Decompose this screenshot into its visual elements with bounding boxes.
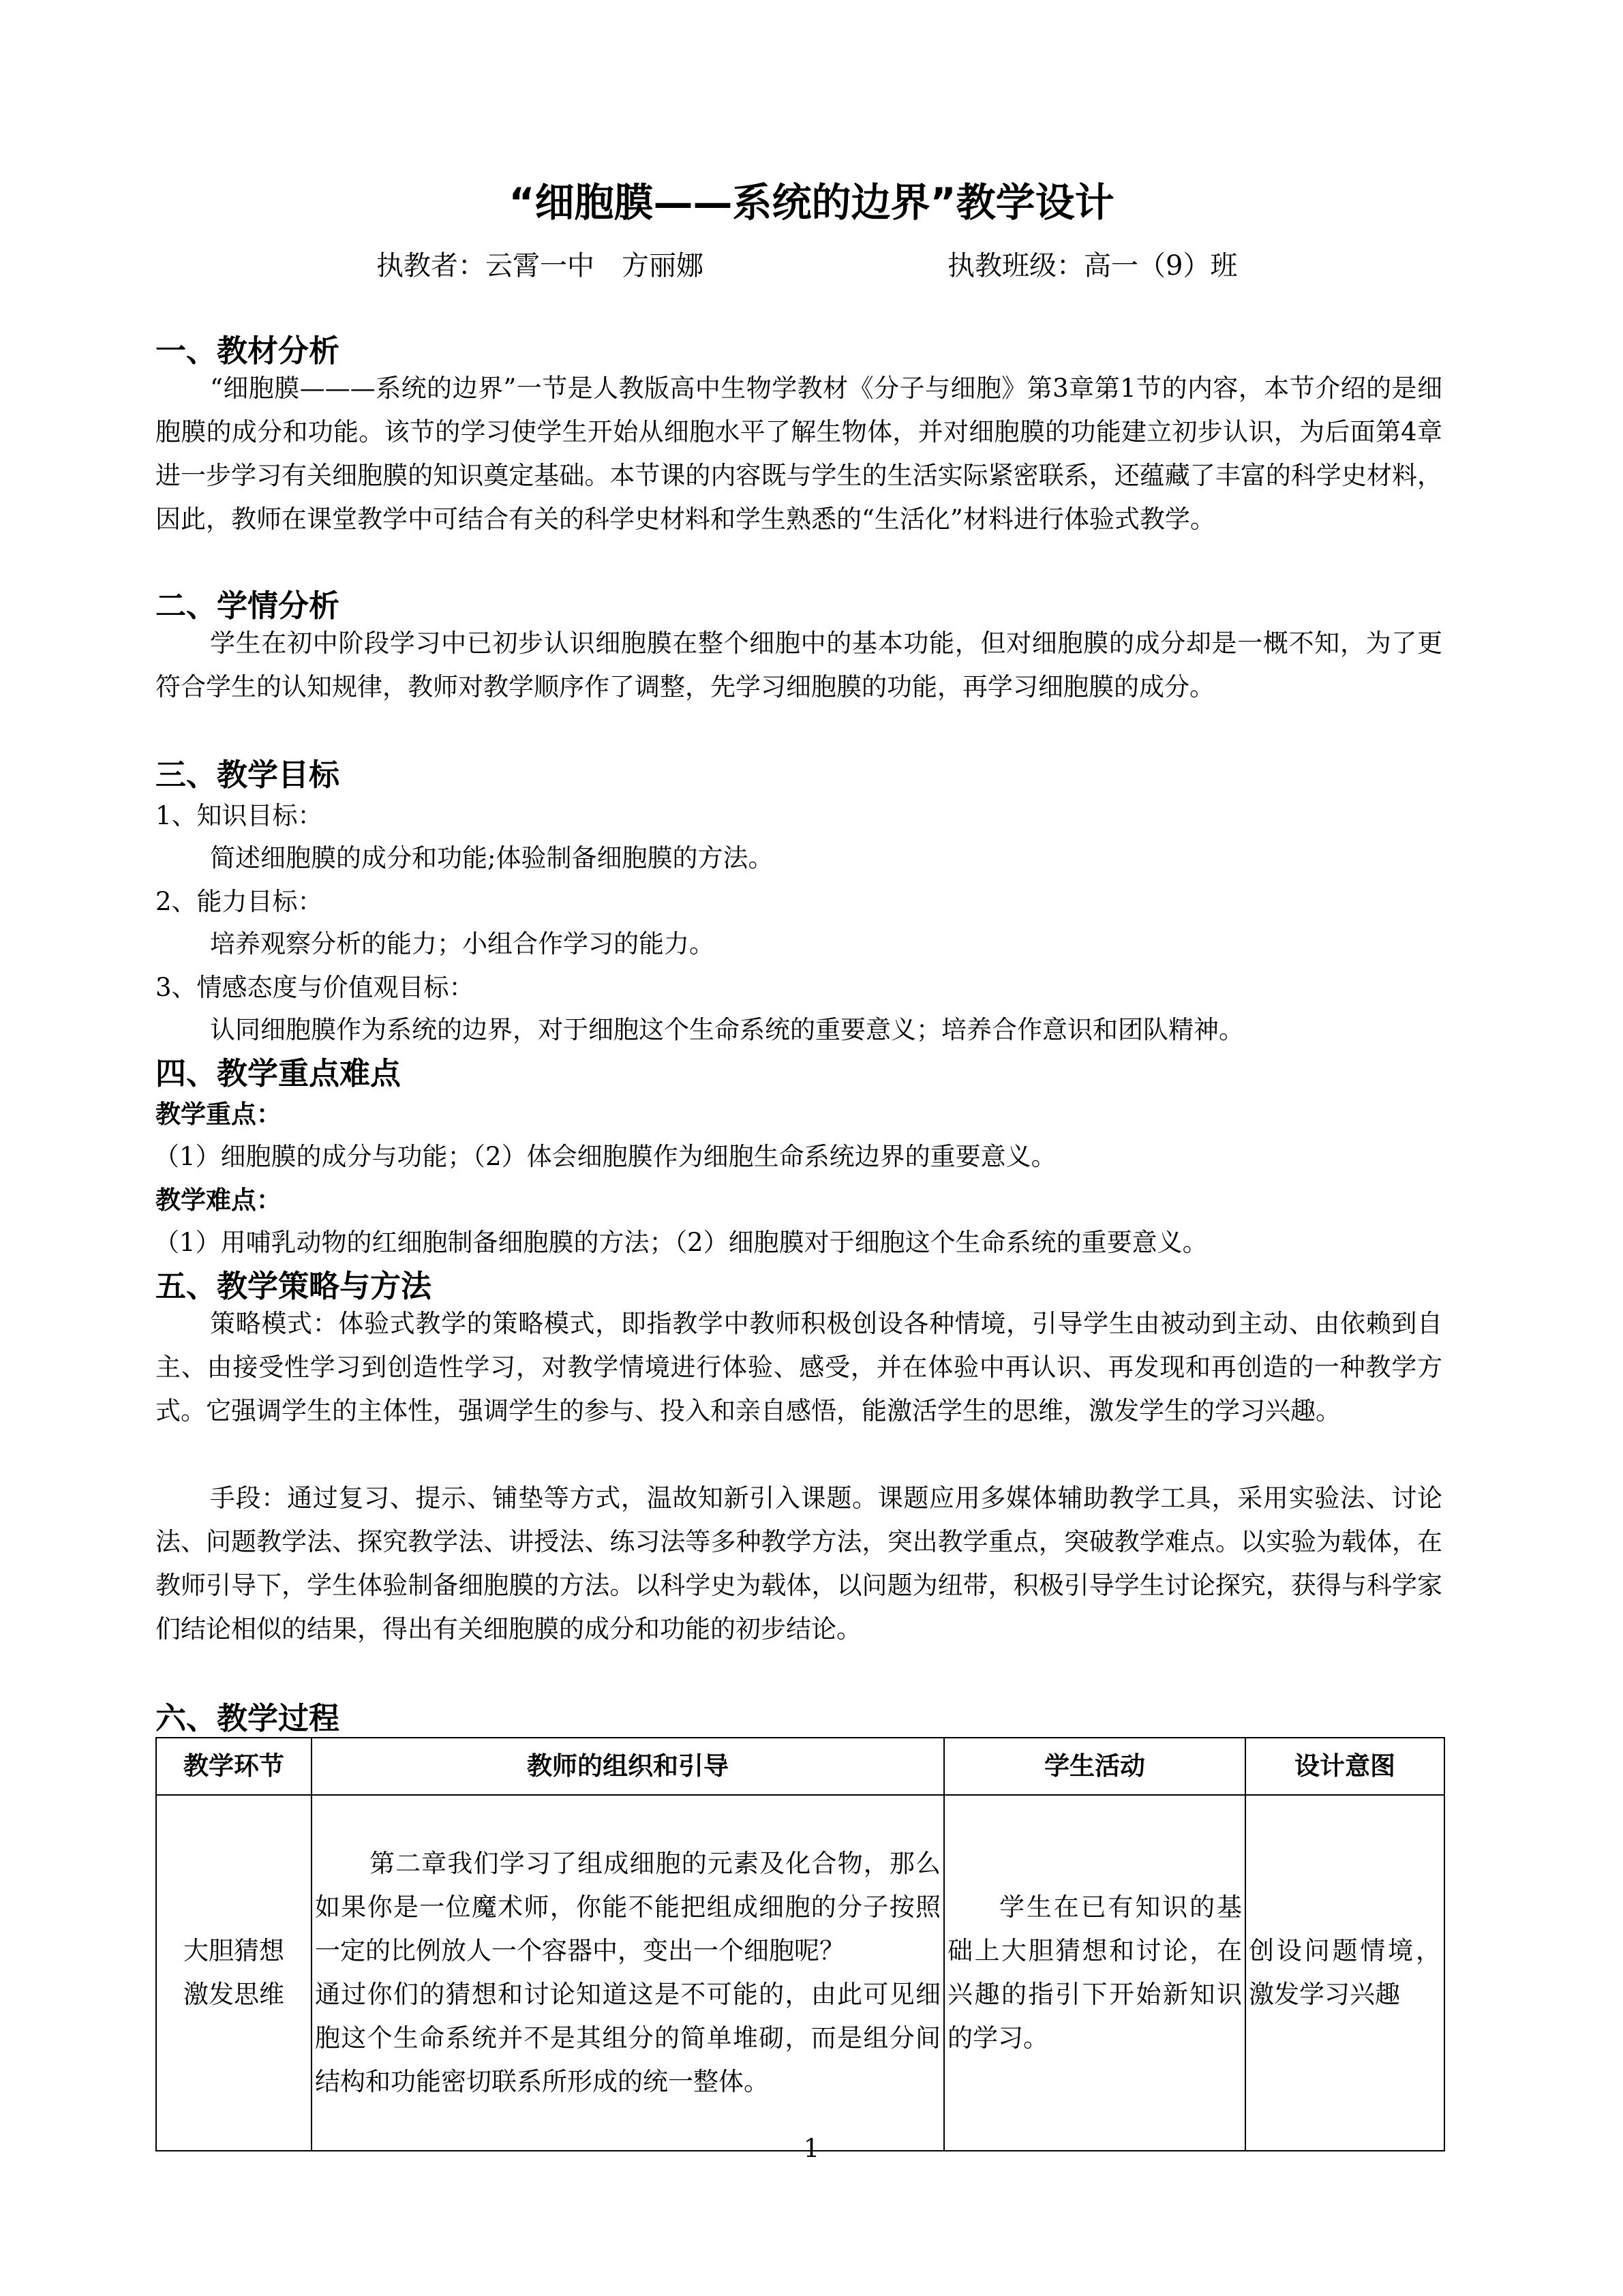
header-student-activity: 学生活动	[944, 1738, 1245, 1795]
section-heading-strategy: 五、教学策略与方法	[155, 1268, 432, 1304]
goal-knowledge-text: 简述细胞膜的成分和功能;体验制备细胞膜的方法。	[210, 843, 774, 873]
key-points-text: （1）细胞膜的成分与功能；（2）体会细胞膜作为细胞生命系统边界的重要意义。	[154, 1142, 1057, 1171]
goal-knowledge-label: 1、知识目标：	[155, 801, 323, 830]
key-points-label: 教学重点：	[155, 1100, 282, 1129]
stage-line-2: 激发思维	[183, 1980, 284, 2009]
design-intent-text: 创设问题情境，激发学习兴趣	[1249, 1936, 1441, 2009]
teacher-guidance-paragraph-1: 第二章我们学习了组成细胞的元素及化合物，那么如果你是一位魔术师，你能不能把组成细胞的分子按照一定的比例放人一个容器中，变出一个细胞呢？	[315, 1849, 941, 1965]
section-heading-textbook-analysis: 一、教材分析	[155, 333, 340, 369]
goal-attitude-label: 3、情感态度与价值观目标：	[155, 973, 474, 1002]
cell-stage	[156, 1795, 312, 2151]
page-number: 1	[803, 2134, 820, 2163]
teacher-byline: 执教者：云霄一中 方丽娜	[376, 250, 703, 282]
teaching-process-table	[155, 1737, 1445, 2151]
header-stage: 教学环节	[156, 1738, 312, 1795]
difficult-points-text: （1）用哺乳动物的红细胞制备细胞膜的方法；（2）细胞膜对于细胞这个生命系统的重要意义。	[154, 1228, 1208, 1257]
cell-teacher-guidance	[312, 1795, 944, 2151]
section-heading-student-analysis: 二、学情分析	[155, 588, 340, 624]
student-analysis-paragraph: 学生在初中阶段学习中已初步认识细胞膜在整个细胞中的基本功能，但对细胞膜的成分却是一概不知，为了更符合学生的认知规律，教师对教学顺序作了调整，先学习细胞膜的功能，再学习细胞膜的成分。	[155, 629, 1442, 701]
cell-student-activity	[944, 1795, 1245, 2151]
goal-attitude-text: 认同细胞膜作为系统的边界，对于细胞这个生命系统的重要意义；培养合作意识和团队精神。	[210, 1015, 1244, 1044]
cell-design-intent	[1245, 1795, 1444, 2151]
student-activity-text: 学生在已有知识的基础上大胆猜想和讨论，在兴趣的指引下开始新知识的学习。	[947, 1892, 1242, 2053]
goal-ability-label: 2、能力目标：	[155, 887, 323, 916]
header-design-intent: 设计意图	[1245, 1738, 1444, 1795]
table-row	[156, 1795, 1444, 2151]
header-teacher-guidance: 教师的组织和引导	[312, 1738, 944, 1795]
textbook-analysis-paragraph: “细胞膜———系统的边界”一节是人教版高中生物学教材《分子与细胞》第3章第1节的内容，本节介绍的是细胞膜的成分和功能。该节的学习使学生开始从细胞水平了解生物体，并对细胞膜的功能建立初步认识，为后面第4章进一步学习有关细胞膜的知识奠定基础。本节课的内容既与学生的生活实际紧密联系，还蕴藏了丰富的科学史材料，因此，教师在课堂教学中可结合有关的科学史材料和学生熟悉的“生活化”材料进行体验式教学。	[155, 374, 1442, 534]
document-title: “细胞膜——系统的边界”教学设计	[509, 179, 1114, 226]
stage-line-1: 大胆猜想	[183, 1936, 284, 1965]
section-heading-teaching-goals: 三、教学目标	[155, 757, 340, 793]
teacher-guidance-paragraph-2: 通过你们的猜想和讨论知道这是不可能的，由此可见细胞这个生命系统并不是其组分的简单堆砌，而是组分间结构和功能密切联系所形成的统一整体。	[315, 1980, 941, 2096]
class-byline: 执教班级：高一（9）班	[947, 250, 1238, 282]
table-header-row	[156, 1738, 1444, 1795]
difficult-points-label: 教学难点：	[155, 1185, 282, 1215]
section-heading-teaching-process: 六、教学过程	[155, 1700, 340, 1736]
section-heading-key-points: 四、教学重点难点	[155, 1055, 401, 1091]
goal-ability-text: 培养观察分析的能力；小组合作学习的能力。	[210, 929, 714, 958]
methods-paragraph: 手段：通过复习、提示、铺垫等方式，温故知新引入课题。课题应用多媒体辅助教学工具，采用实验法、讨论法、问题教学法、探究教学法、讲授法、练习法等多种教学方法，突出教学重点，突破教学难点。以实验为载体，在教师引导下，学生体验制备细胞膜的方法。以科学史为载体，以问题为纽带，积极引导学生讨论探究，获得与科学家们结论相似的结果，得出有关细胞膜的成分和功能的初步结论。	[155, 1483, 1442, 1644]
strategy-paragraph: 策略模式：体验式教学的策略模式，即指教学中教师积极创设各种情境，引导学生由被动到主动、由依赖到自主、由接受性学习到创造性学习，对教学情境进行体验、感受，并在体验中再认识、再发现和再创造的一种教学方式。它强调学生的主体性，强调学生的参与、投入和亲自感悟，能激活学生的思维，激发学生的学习兴趣。	[155, 1309, 1442, 1425]
